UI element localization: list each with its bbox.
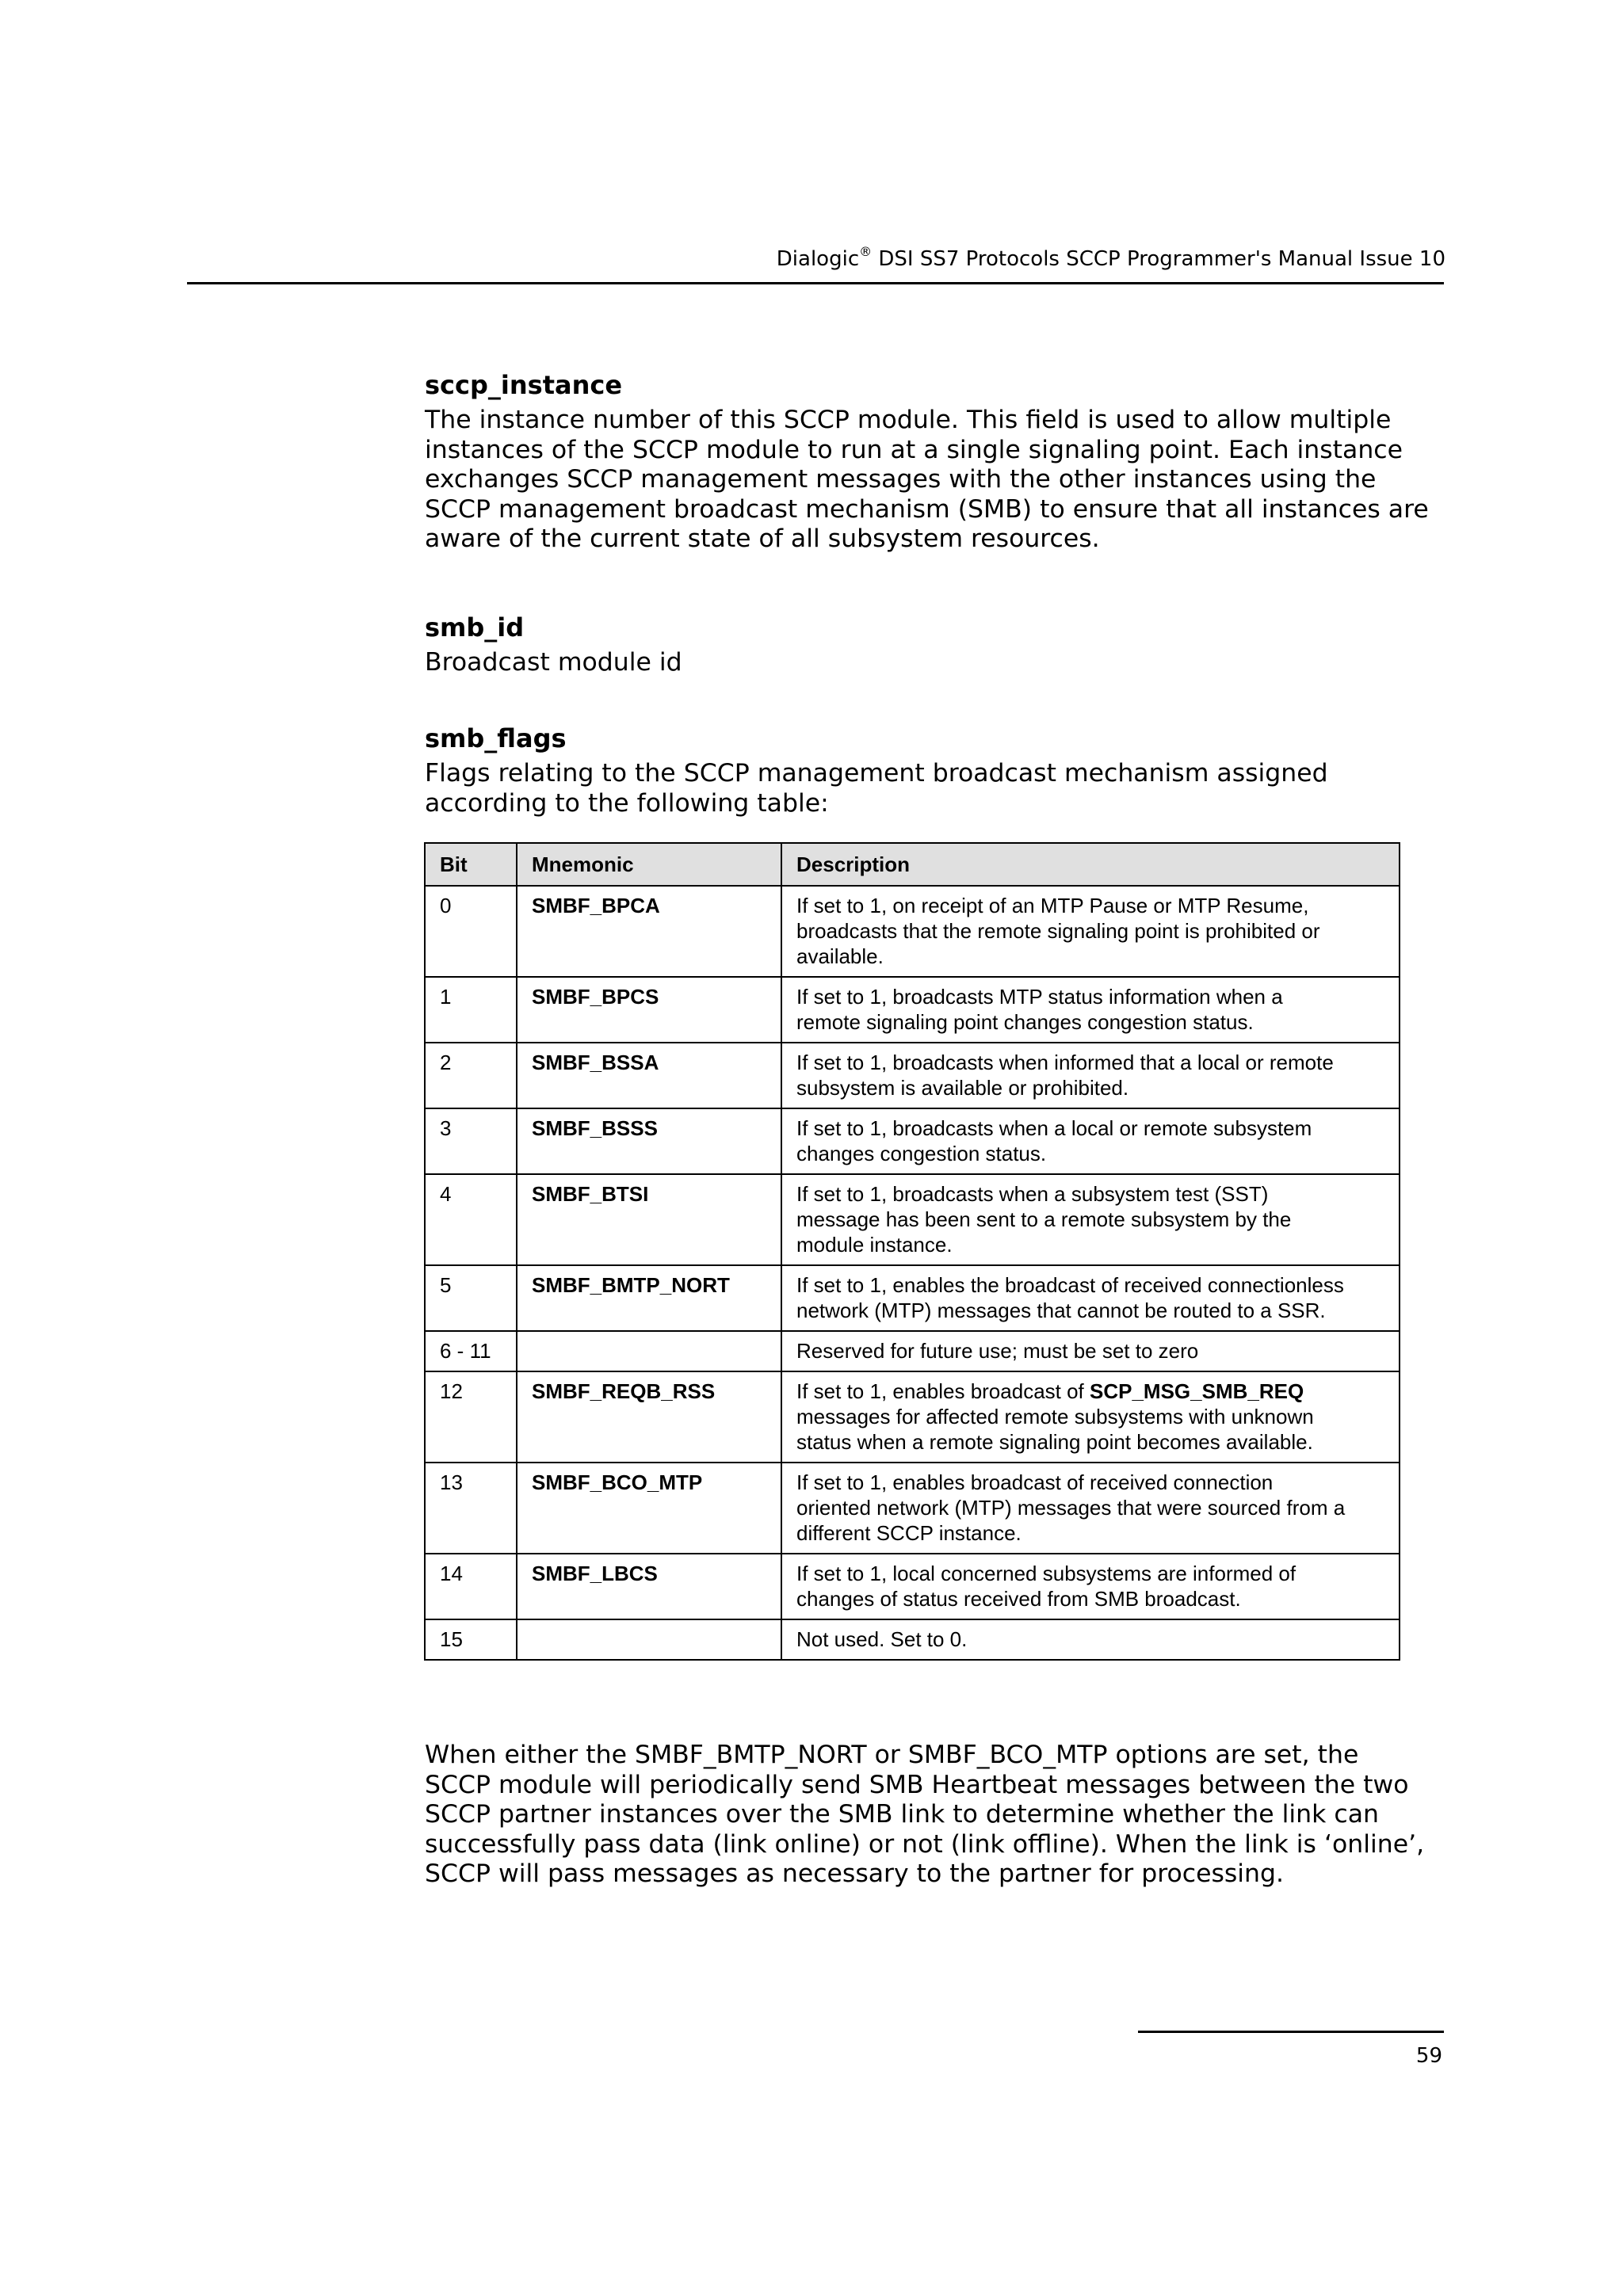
bit-cell: 6 - 11: [425, 1331, 517, 1371]
text-line: exchanges SCCP management messages with the other instances using the: [425, 465, 1377, 494]
bit-cell: 3: [425, 1108, 517, 1174]
description-cell: If set to 1, local concerned subsystems are informed of changes of status received from SMB broadcast.: [781, 1554, 1400, 1619]
mnemonic-cell: SMBF_LBCS: [517, 1554, 781, 1619]
field-title: smb_id: [425, 612, 525, 643]
section-sccp-instance: [425, 369, 1447, 555]
description-cell: If set to 1, broadcasts MTP status information when a remote signaling point changes congestion status.: [781, 977, 1400, 1043]
description-cell: Reserved for future use; must be set to zero: [781, 1331, 1400, 1371]
field-description: [425, 648, 1447, 678]
bit-cell: 2: [425, 1043, 517, 1108]
table-row: [425, 1619, 1400, 1660]
table-row: [425, 886, 1400, 977]
page-content: [425, 369, 1447, 818]
registered-mark: ®: [859, 244, 873, 259]
text-line: according to the following table:: [425, 788, 829, 818]
column-header-bit: Bit: [425, 843, 517, 886]
text-line: Flags relating to the SCCP management broadcast mechanism assigned: [425, 759, 1328, 788]
section-smb-id: [425, 612, 1447, 678]
mnemonic-cell: SMBF_BSSS: [517, 1108, 781, 1174]
table-row: [425, 977, 1400, 1043]
mnemonic-cell: [517, 1331, 781, 1371]
description-cell: If set to 1, broadcasts when informed that a local or remote subsystem is available or prohibited.: [781, 1043, 1400, 1108]
text-line: SCCP partner instances over the SMB link to determine whether the link can: [425, 1800, 1379, 1829]
running-header: [776, 244, 1445, 271]
table-row: [425, 1554, 1400, 1619]
table-header-row: [425, 843, 1400, 886]
bit-cell: 0: [425, 886, 517, 977]
header-title: DSI SS7 Protocols SCCP Programmer's Manual Issue 10: [872, 247, 1445, 271]
text-line: successfully pass data (link online) or not (link offline). When the link is ‘online’,: [425, 1829, 1425, 1859]
text-line: The instance number of this SCCP module. This field is used to allow multiple: [425, 406, 1392, 434]
bit-cell: 15: [425, 1619, 517, 1660]
text-line: When either the SMBF_BMTP_NORT or SMBF_BCO_MTP options are set, the: [425, 1741, 1359, 1769]
page-number: 59: [1415, 2044, 1442, 2068]
table-row: [425, 1043, 1400, 1108]
mnemonic-cell: [517, 1619, 781, 1660]
table-row: [425, 1463, 1400, 1554]
smb-flags-table: [424, 842, 1400, 1661]
table-row: [425, 1108, 1400, 1174]
field-description: [425, 759, 1447, 818]
table-row: [425, 1174, 1400, 1265]
description-cell: If set to 1, enables broadcast of received connection oriented network (MTP) messages that were sourced from a different SCCP instance.: [781, 1463, 1400, 1554]
footer-rule: [1138, 2031, 1444, 2033]
column-header-description: Description: [781, 843, 1400, 886]
closing-paragraph: [425, 1741, 1455, 1890]
field-title: sccp_instance: [425, 370, 623, 400]
mnemonic-cell: SMBF_BTSI: [517, 1174, 781, 1265]
bit-cell: 13: [425, 1463, 517, 1554]
table-row: [425, 1331, 1400, 1371]
header-rule: [187, 282, 1444, 284]
description-cell: Not used. Set to 0.: [781, 1619, 1400, 1660]
message-name: SCP_MSG_SMB_REQ: [1090, 1379, 1304, 1403]
bit-cell: 12: [425, 1371, 517, 1463]
mnemonic-cell: SMBF_BSSA: [517, 1043, 781, 1108]
bit-cell: 1: [425, 977, 517, 1043]
table-row: [425, 1371, 1400, 1463]
bit-cell: 4: [425, 1174, 517, 1265]
text-line: aware of the current state of all subsystem resources.: [425, 524, 1100, 553]
bit-cell: 5: [425, 1265, 517, 1331]
description-cell: If set to 1, broadcasts when a local or remote subsystem changes congestion status.: [781, 1108, 1400, 1174]
description-cell: If set to 1, on receipt of an MTP Pause or MTP Resume, broadcasts that the remote signaling point is prohibited or available.: [781, 886, 1400, 977]
text-line: Broadcast module id: [425, 647, 682, 677]
text-line: SCCP management broadcast mechanism (SMB) to ensure that all instances are: [425, 494, 1429, 524]
mnemonic-cell: SMBF_BCO_MTP: [517, 1463, 781, 1554]
text-line: SCCP will pass messages as necessary to the partner for processing.: [425, 1859, 1284, 1888]
field-title: smb_flags: [425, 723, 567, 753]
section-smb-flags: [425, 723, 1447, 818]
text-line: instances of the SCCP module to run at a single signaling point. Each instance: [425, 435, 1403, 464]
table-row: [425, 1265, 1400, 1331]
text-line: SCCP module will periodically send SMB Heartbeat messages between the two: [425, 1770, 1409, 1799]
mnemonic-cell: SMBF_BPCS: [517, 977, 781, 1043]
mnemonic-cell: SMBF_REQB_RSS: [517, 1371, 781, 1463]
column-header-mnemonic: Mnemonic: [517, 843, 781, 886]
header-brand: Dialogic: [776, 247, 860, 271]
description-cell: If set to 1, broadcasts when a subsystem test (SST) message has been sent to a remote subsystem by the module instance.: [781, 1174, 1400, 1265]
mnemonic-cell: SMBF_BPCA: [517, 886, 781, 977]
description-cell: If set to 1, enables the broadcast of received connectionless network (MTP) messages that cannot be routed to a SSR.: [781, 1265, 1400, 1331]
mnemonic-cell: SMBF_BMTP_NORT: [517, 1265, 781, 1331]
bit-cell: 14: [425, 1554, 517, 1619]
description-cell: If set to 1, enables broadcast of SCP_MSG_SMB_REQ messages for affected remote subsystems with unknown status when a remote signaling point becomes available.: [781, 1371, 1400, 1463]
field-description: [425, 406, 1447, 555]
